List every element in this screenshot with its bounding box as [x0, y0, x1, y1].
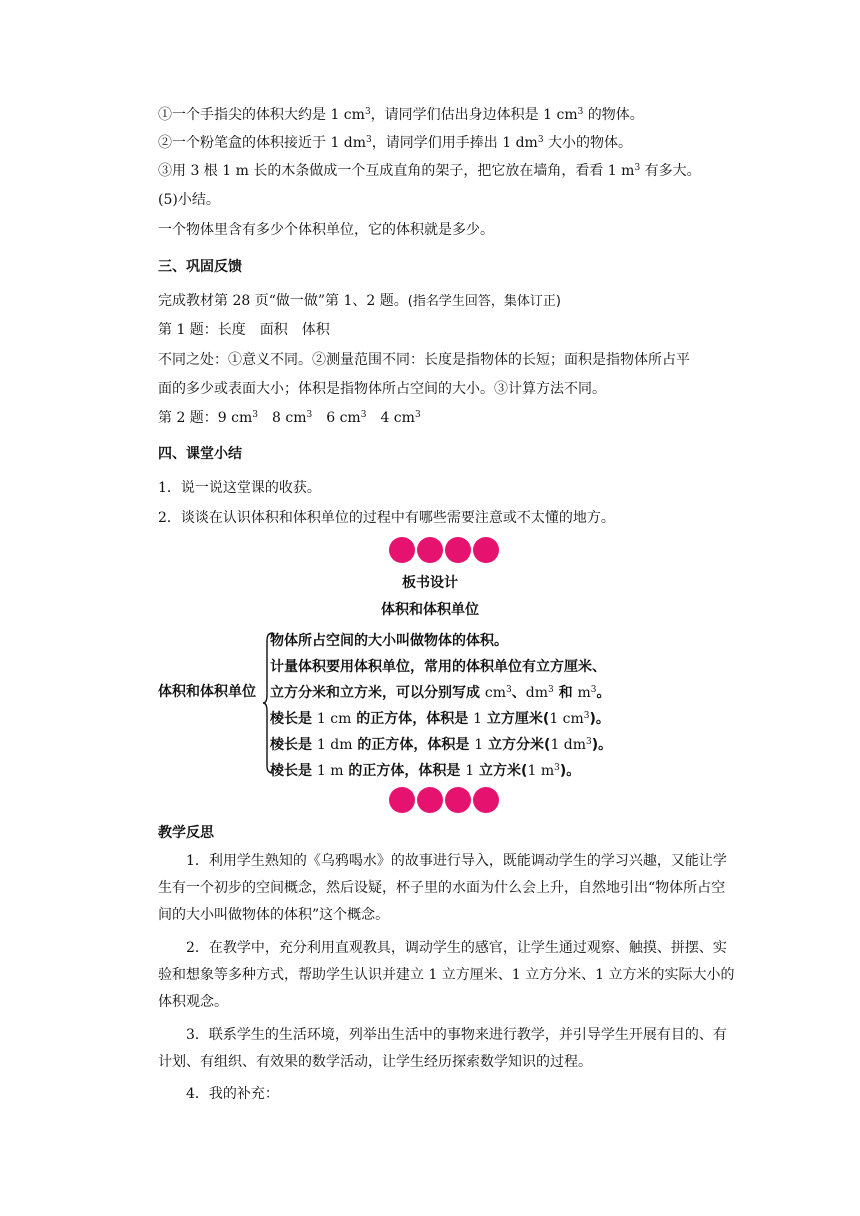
board-left-label: 体积和体积单位	[158, 684, 256, 700]
section-4-item-1: 1．说一说这堂课的收获。	[158, 480, 321, 496]
decoration-dots-top	[0, 536, 860, 564]
intro-item-1: ①一个手指尖的体积大约是 1 $cm^3$，请同学们估出身边体积是 1 $cm^3$ 的物体。	[158, 107, 644, 123]
intro-item-3: ③用 3 根 1 m 长的木条做成一个互成直角的架子，把它放在墙角，看看 1 $m^3$ 有多大。	[158, 163, 701, 179]
section-3-line-4: 面的多少或表面大小；体积是指物体所占空间的大小。③计算方法不同。	[158, 381, 606, 397]
reflection-heading: 教学反思	[158, 825, 214, 841]
intro-summary-label: (5)小结。	[158, 192, 220, 208]
reflection-paragraph-4: 4．我的补充：	[158, 1086, 279, 1102]
reflection-paragraph-2: 2．在教学中，充分利用直观教具，调动学生的感官，让学生通过观察、触摸、拼摆、实验和想象等多种方式，帮助学生认识并建立 1 立方厘米、1 立方分米、1 立方米的实际大小的体积观念。	[158, 940, 735, 1010]
board-title: 板书设计	[402, 575, 458, 591]
board-subtitle: 体积和体积单位	[381, 602, 479, 618]
section-4-item-2: 2．谈谈在认识体积和体积单位的过程中有哪些需要注意或不太懂的地方。	[158, 510, 615, 526]
reflection-paragraph-3: 3．联系学生的生活环境，列举出生活中的事物来进行教学，并引导学生开展有目的、有计划、有组织、有效果的数学活动，让学生经历探索数学知识的过程。	[158, 1027, 727, 1070]
section-3-line-5: 第 2 题：9 $cm^3$ 8 $cm^3$ 6 $cm^3$ 4 $cm^3$	[158, 410, 421, 426]
intro-summary-text: 一个物体里含有多少个体积单位，它的体积就是多少。	[158, 222, 494, 238]
board-line-1: 物体所占空间的大小叫做物体的体积。	[270, 633, 508, 649]
section-4-heading: 四、课堂小结	[158, 446, 242, 462]
section-3-line-2: 第 1 题：长度 面积 体积	[158, 322, 330, 338]
board-line-5: 棱长是 1 dm 的正方体，体积是 1 立方分米(1 $dm^3$)。	[270, 737, 613, 753]
board-line-4: 棱长是 1 cm 的正方体，体积是 1 立方厘米(1 $cm^3$)。	[270, 711, 610, 727]
intro-item-2: ②一个粉笔盒的体积接近于 1 $dm^3$，请同学们用手捧出 1 $dm^3$ 大小的物体。	[158, 135, 633, 151]
reflection-paragraph-1: 1．利用学生熟知的《乌鸦喝水》的故事进行导入，既能调动学生的学习兴趣，又能让学生有一个初步的空间概念，然后设疑，杯子里的水面为什么会上升，自然地引出“物体所占空间的大小叫做物体的体积”这个概念。	[158, 853, 727, 923]
board-line-6: 棱长是 1 m 的正方体，体积是 1 立方米(1 $m^3$)。	[270, 763, 581, 779]
section-3-line-3: 不同之处：①意义不同。②测量范围不同：长度是指物体的长短；面积是指物体所占平	[158, 352, 690, 368]
section-3-heading: 三、巩固反馈	[158, 259, 242, 275]
decoration-dots-bottom	[0, 786, 860, 814]
board-line-3: 立方分米和立方米，可以分别写成 $cm^3$、$dm^3$ 和 $m^3$。	[270, 685, 611, 701]
board-line-2: 计量体积要用体积单位，常用的体积单位有立方厘米、	[270, 659, 606, 675]
section-3-line-1: 完成教材第 28 页“做一做”第 1、2 题。(指名学生回答，集体订正)	[158, 293, 561, 309]
